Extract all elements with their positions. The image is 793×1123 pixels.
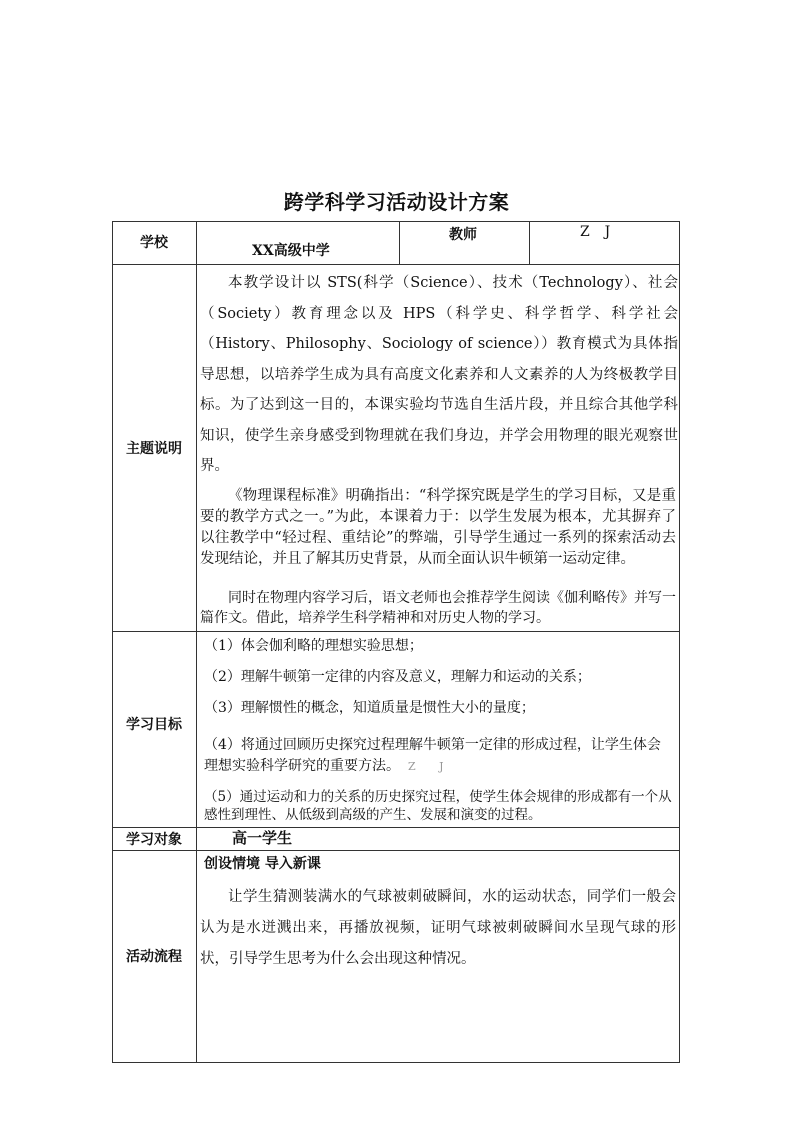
goal-item-1: （1）体会伽利略的理想实验思想； xyxy=(204,638,423,654)
theme-label: 主题说明 xyxy=(126,441,182,457)
goal-item-5: （5）通过运动和力的关系的历史探究过程，使学生体会规律的形成都有一个从感性到理性、从低级到高级的产生、发展和演变的过程。 xyxy=(204,789,672,823)
row-divider xyxy=(113,827,679,828)
school-label: 学校 xyxy=(140,235,168,251)
goal-item-4-text: （4）将通过回顾历史探究过程理解牛顿第一定律的形成过程，让学生体会理想实验科学研究的重要方法。 xyxy=(204,737,661,774)
column-divider xyxy=(196,222,197,1062)
school-value: XX高级中学 xyxy=(252,243,330,259)
row-divider xyxy=(113,631,679,632)
header-divider-name xyxy=(529,222,530,265)
theme-paragraph-3: 同时在物理内容学习后，语文老师也会推荐学生阅读《伽利略传》并写一篇作文。借此，培养学生科学精神和对历史人物的学习。 xyxy=(200,590,676,626)
audience-label: 学习对象 xyxy=(126,832,182,848)
goal-item-4 xyxy=(204,735,674,777)
theme-paragraph-2: 《物理课程标准》明确指出：“科学探究既是学生的学习目标，又是重要的教学方式之一。”为此，本课着力于：以学生发展为根本，尤其摒弃了以往教学中“轻过程、重结论”的弊端，引导学生通过一系列的探索活动去发现结论，并且了解其历史背景，从而全面认识牛顿第一运动定律。 xyxy=(200,488,676,567)
row-divider xyxy=(113,850,679,851)
process-label: 活动流程 xyxy=(126,949,182,965)
process-paragraph: 让学生猜测装满水的气球被刺破瞬间，水的运动状态，同学们一般会认为是水迸溅出来，再播放视频，证明气球被刺破瞬间水呈现气球的形状，引导学生思考为什么会出现这种情况。 xyxy=(200,889,676,967)
page-title: 跨学科学习活动设计方案 xyxy=(283,190,510,214)
teacher-label: 教师 xyxy=(449,227,477,243)
goals-label: 学习目标 xyxy=(126,717,182,733)
goal-item-3: （3）理解惯性的概念，知道质量是惯性大小的量度； xyxy=(204,700,535,716)
teacher-value: Z J xyxy=(580,224,613,240)
audience-value: 高一学生 xyxy=(232,829,293,847)
theme-paragraph-1: 本教学设计以 STS(科学（Science）、技术（Technology）、社会（Society）教育理念以及 HPS（科学史、科学哲学、科学社会（History、Philosophy、Sociology of science））教育模式为具体指导思想，以培养学生成为具有高度文化素养和人文素养的人为终极教学目标。为了达到这一目的，本课实验均节选自生活片段，并且综合其他学科知识，使学生亲身感受到物理就在我们身边，并学会用物理的眼光观察世界。 xyxy=(200,275,678,474)
watermark-initials: Z J xyxy=(408,760,454,773)
row-divider xyxy=(113,264,679,265)
goal-item-2: （2）理解牛顿第一定律的内容及意义，理解力和运动的关系； xyxy=(204,669,591,685)
process-heading: 创设情境 导入新课 xyxy=(204,856,321,872)
